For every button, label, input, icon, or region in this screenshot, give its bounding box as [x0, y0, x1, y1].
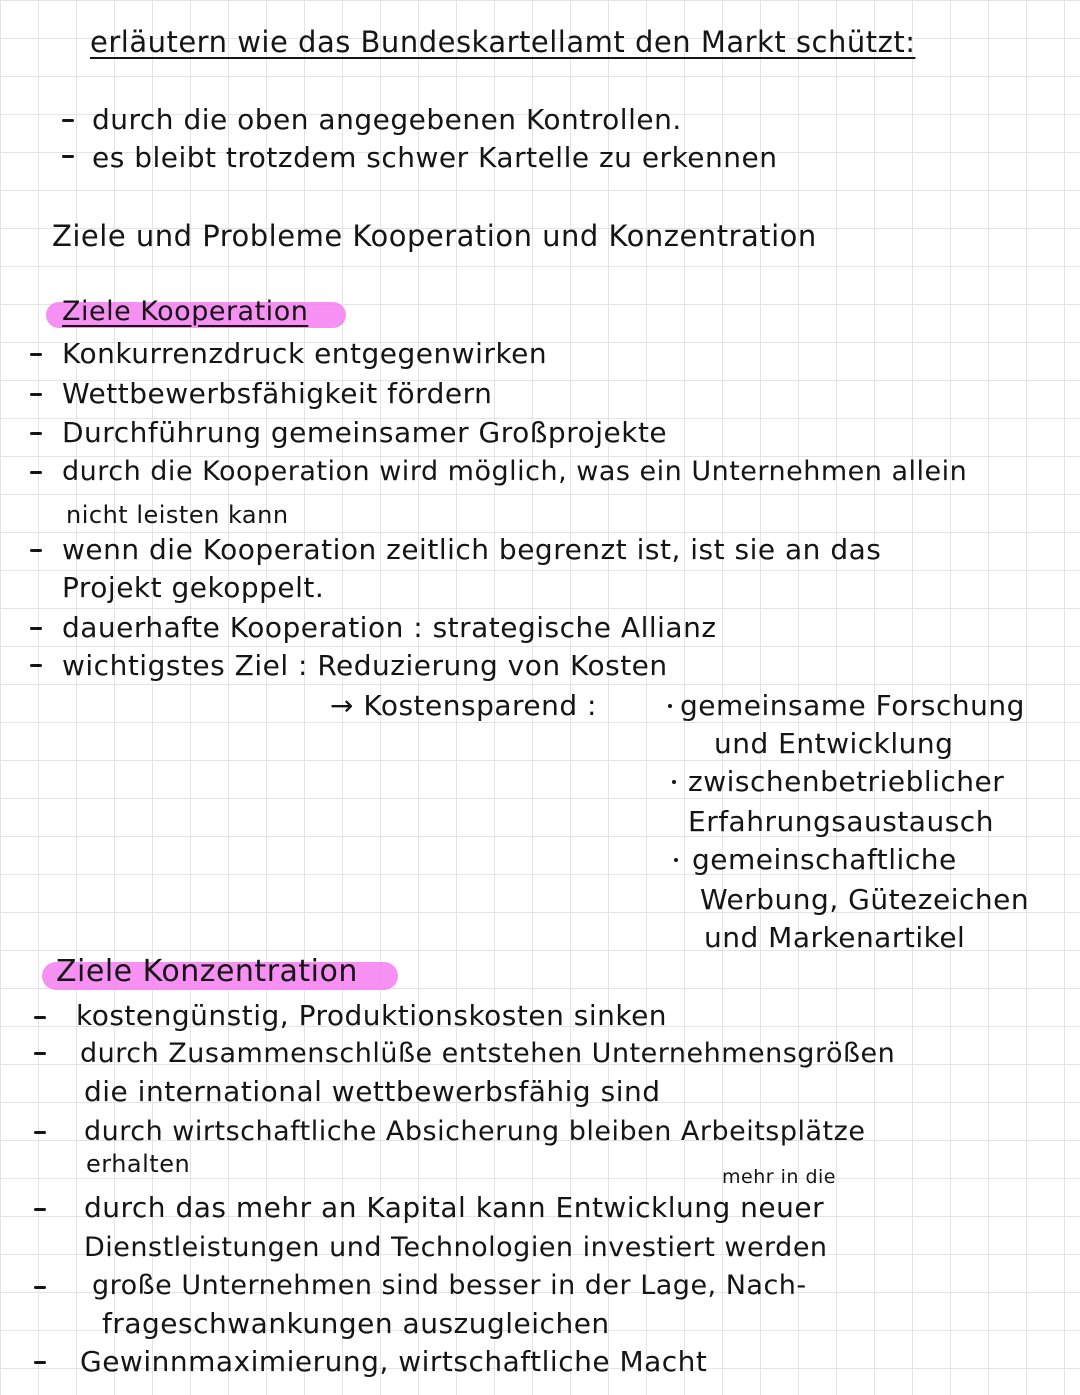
- savings-item-2: zwischenbetrieblicher: [688, 765, 1005, 798]
- savings-item-2-cont: Erfahrungsaustausch: [688, 805, 994, 838]
- bullet-dash: [62, 155, 74, 158]
- konzentration-item-2: durch Zusammenschlüße entstehen Unternehmensgrößen: [80, 1038, 896, 1069]
- bullet-dash: [34, 1208, 46, 1211]
- konzentration-item-2-cont: die international wettbewerbsfähig sind: [84, 1075, 661, 1108]
- savings-item-3-cont2: und Markenartikel: [704, 921, 966, 954]
- bullet-dot: [672, 780, 676, 784]
- bullet-dash: [34, 1361, 46, 1364]
- bullet-dash: [62, 119, 74, 122]
- bullet-dash: [34, 1131, 46, 1134]
- kooperation-item-7: wichtigstes Ziel : Reduzierung von Kosten: [62, 649, 668, 682]
- konzentration-item-5-cont: frageschwankungen auszugleichen: [102, 1307, 610, 1340]
- savings-item-3: gemeinschaftliche: [692, 843, 957, 876]
- kooperation-item-2: Wettbewerbsfähigkeit fördern: [62, 377, 493, 410]
- konzentration-item-3-cont: erhalten: [86, 1150, 191, 1178]
- kooperation-item-1: Konkurrenzdruck entgegenwirken: [62, 337, 548, 370]
- bullet-dot: [674, 858, 678, 862]
- konzentration-item-4-cont: Dienstleistungen und Technologien investiert werden: [84, 1232, 828, 1263]
- konzentration-item-1: kostengünstig, Produktionskosten sinken: [76, 999, 668, 1032]
- bullet-dash: [30, 353, 42, 356]
- intro-item-1: durch die oben angegebenen Kontrollen.: [92, 103, 682, 136]
- konzentration-item-4: durch das mehr an Kapital kann Entwicklung neuer: [84, 1191, 825, 1224]
- kooperation-item-6: dauerhafte Kooperation : strategische Allianz: [62, 611, 717, 644]
- savings-item-1-cont: und Entwicklung: [714, 727, 954, 760]
- bullet-dash: [30, 664, 42, 667]
- kooperation-item-4: durch die Kooperation wird möglich, was ein Unternehmen allein: [62, 456, 968, 487]
- intro-item-2: es bleibt trotzdem schwer Kartelle zu erkennen: [92, 141, 778, 174]
- bullet-dash: [34, 1052, 46, 1055]
- section-title: Ziele und Probleme Kooperation und Konzentration: [52, 219, 817, 253]
- kooperation-item-3: Durchführung gemeinsamer Großprojekte: [62, 416, 668, 449]
- bullet-dash: [30, 549, 42, 552]
- konzentration-insertion: mehr in die: [722, 1166, 836, 1188]
- konzentration-item-6: Gewinnmaximierung, wirtschaftliche Macht: [80, 1345, 708, 1378]
- kooperation-item-5: wenn die Kooperation zeitlich begrenzt ist, ist sie an das: [62, 533, 882, 566]
- bullet-dash: [30, 627, 42, 630]
- konzentration-item-3: durch wirtschaftliche Absicherung bleiben Arbeitsplätze: [84, 1116, 866, 1147]
- bullet-dash: [34, 1286, 46, 1289]
- bullet-dot: [668, 704, 672, 708]
- kooperation-title: Ziele Kooperation: [62, 296, 309, 327]
- bullet-dash: [30, 432, 42, 435]
- kostensparend-label: → Kostensparend :: [330, 689, 597, 722]
- bullet-dash: [30, 393, 42, 396]
- bullet-dash: [30, 471, 42, 474]
- bullet-dash: [34, 1016, 46, 1019]
- konzentration-item-5: große Unternehmen sind besser in der Lage, Nach-: [92, 1270, 807, 1301]
- savings-item-3-cont: Werbung, Gütezeichen: [700, 883, 1030, 916]
- kooperation-item-5-cont: Projekt gekoppelt.: [62, 571, 325, 604]
- konzentration-title: Ziele Konzentration: [56, 954, 358, 989]
- kooperation-item-4-cont: nicht leisten kann: [66, 501, 289, 529]
- page-heading: erläutern wie das Bundeskartellamt den Markt schützt:: [90, 25, 916, 59]
- savings-item-1: gemeinsame Forschung: [680, 689, 1025, 722]
